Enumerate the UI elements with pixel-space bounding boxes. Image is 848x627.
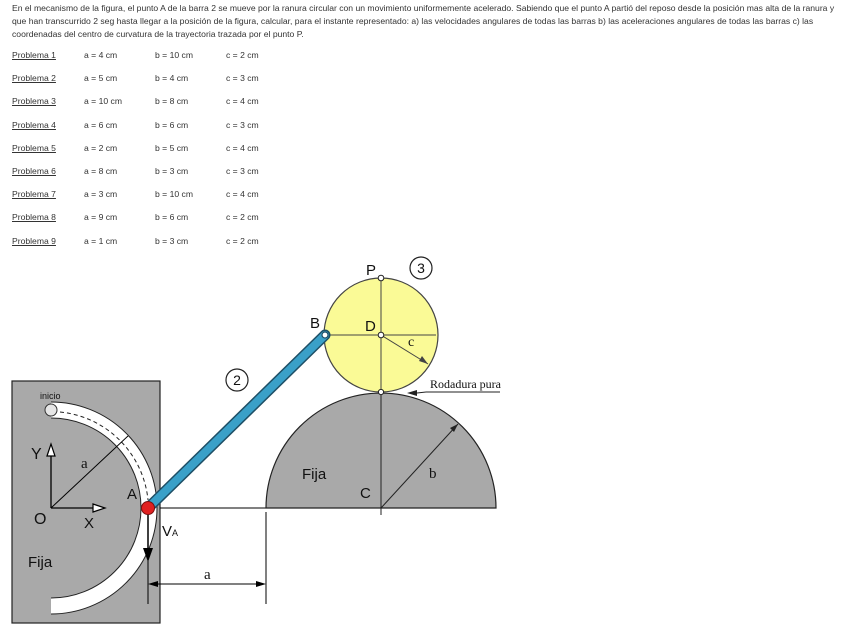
velocity-subscript: A [172,528,179,538]
problem-link[interactable]: Problema 3 [12,96,56,107]
value-b: b = 10 cm [155,189,193,200]
value-a: a = 6 cm [84,119,118,130]
problem-link[interactable]: Problema 4 [12,119,56,130]
x-axis-label: X [84,515,95,532]
bar-number-label: 2 [233,372,241,388]
point-a-label: A [127,486,138,503]
value-a: a = 5 cm [84,73,118,84]
problem-link[interactable]: Problema 8 [12,212,56,223]
value-b: b = 6 cm [155,119,189,130]
rodadura-leader-tip [417,392,426,393]
fija-left-label: Fija [28,554,53,571]
radius-a-label: a [81,456,88,472]
value-a: a = 9 cm [84,212,118,223]
origin-label: O [34,511,47,528]
value-c: c = 3 cm [226,119,259,130]
radius-b-label: b [429,466,437,482]
velocity-label: V [162,523,173,540]
wheel-number-label: 3 [417,260,425,276]
radius-c-label: c [408,335,415,350]
problem-link[interactable]: Problema 1 [12,50,56,60]
problem-link[interactable]: Problema 7 [12,189,56,200]
inicio-label: inicio [40,391,61,401]
contact-point [378,389,383,394]
value-a: a = 4 cm [84,50,118,60]
problem-link[interactable]: Problema 2 [12,73,56,84]
value-a: a = 8 cm [84,165,118,176]
value-a: a = 10 cm [84,96,122,107]
problem-link[interactable]: Problema 6 [12,165,56,176]
fija-right-label: Fija [302,466,327,483]
problem-statement: En el mecanismo de la figura, el punto A de la barra 2 se mueve por la ranura circular con un movimiento uniformemente acelerado. Sabiendo que el punto A partió del reposo desde la posición mas alta de la ranura y que han transcurrido 2 seg hasta llegar a la posición de la figura, calcular, para el instante representado: a) las velocidades angulares de todas las barras b) las aceleraciones angulares de todas las barras c) las coordenadas del centro de curvatura de la trayectoria trazada por el punto P. [12,3,835,39]
value-a: a = 2 cm [84,142,118,153]
y-axis-label: Y [31,446,42,463]
point-d-label: D [365,318,376,335]
wheel-center-d [378,332,384,338]
start-position-marker [45,404,57,416]
point-c-label: C [360,485,371,502]
pin-b [322,332,328,338]
value-c: c = 2 cm [226,50,259,60]
point-b-label: B [310,315,321,332]
value-b: b = 8 cm [155,96,189,107]
problem-link[interactable]: Problema 5 [12,142,56,153]
pin-a [142,502,155,515]
value-b: b = 4 cm [155,73,189,84]
value-c: c = 2 cm [226,235,259,246]
value-c: c = 4 cm [226,142,259,153]
rodadura-label: Rodadura pura [430,377,501,391]
problem-link[interactable]: Problema 9 [12,235,56,246]
value-a: a = 3 cm [84,189,118,200]
point-p-label: P [366,262,377,279]
value-b: b = 3 cm [155,235,189,246]
value-c: c = 4 cm [226,96,259,107]
value-b: b = 5 cm [155,142,189,153]
value-b: b = 10 cm [155,50,193,60]
value-c: c = 2 cm [226,212,259,223]
mechanism-diagram [0,250,520,627]
value-c: c = 3 cm [226,73,259,84]
rodadura-arrow-icon [407,390,417,396]
point-p-marker [378,275,384,281]
value-c: c = 3 cm [226,165,259,176]
dimension-arrow-right-icon [256,581,266,587]
value-c: c = 4 cm [226,189,259,200]
value-b: b = 3 cm [155,165,189,176]
value-b: b = 6 cm [155,212,189,223]
value-a: a = 1 cm [84,235,118,246]
dimension-a-label: a [204,567,211,583]
